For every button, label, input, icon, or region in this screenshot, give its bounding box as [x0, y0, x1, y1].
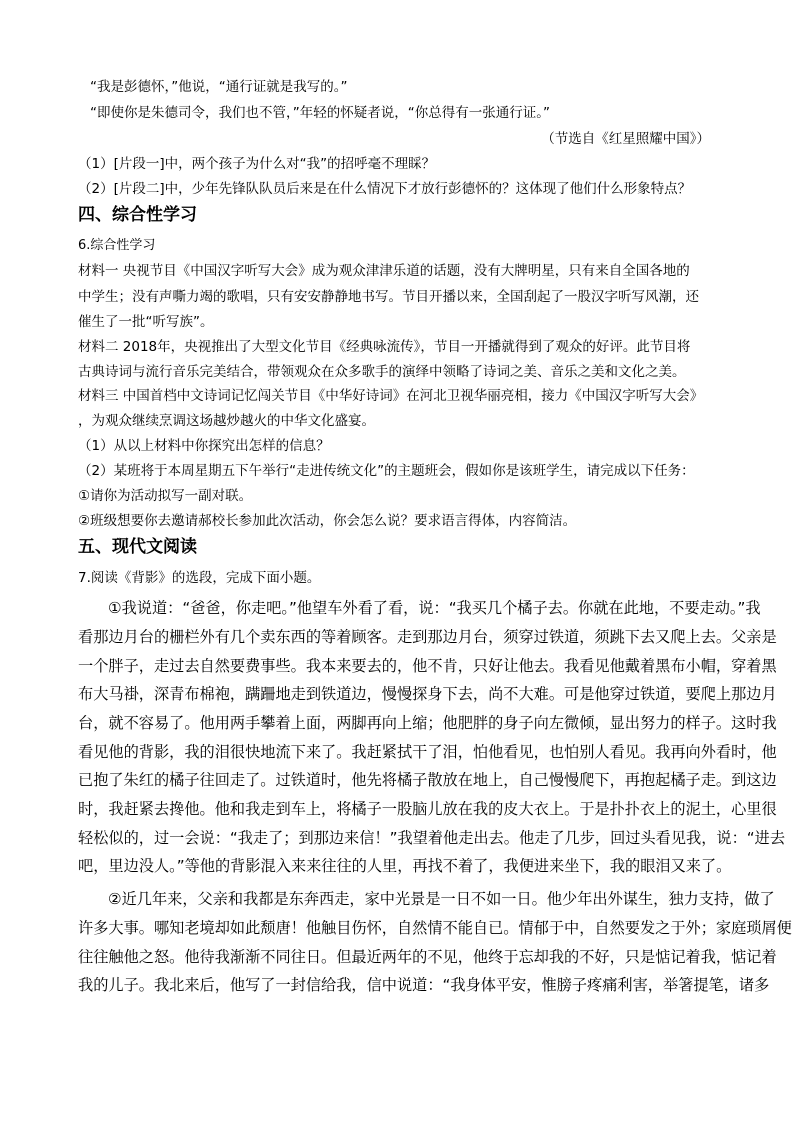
question-1: （1）[片段一]中，两个孩子为什么对“我”的招呼毫不理睬？	[78, 156, 436, 172]
question-2: （2）[片段二]中，少年先锋队队员后来是在什么情况下才放行彭德怀的？这体现了他们什么形象特点？	[78, 181, 692, 197]
material-3-line-2: ，为观众继续烹调这场越炒越火的中华文化盛宴。	[78, 413, 375, 429]
material-2-line-1: 材料二 2018年，央视推出了大型文化节目《经典咏流传》，节目一开播就得到了观众的好评。此节目将	[78, 339, 691, 355]
para1-line-10: 吧，里边没人。”等他的背影混入来来往往的人里，再找不着了，我便进来坐下，我的眼泪又来了。	[78, 857, 732, 875]
para1-line-8: 时，我赶紧去搀他。他和我走到车上，将橘子一股脑儿放在我的皮大衣上。于是扑扑衣上的泥土，心里很	[78, 800, 777, 818]
section4-question-2: （2）某班将于本周星期五下午举行“走进传统文化”的主题班会，假如你是该班学生，请完成以下任务：	[78, 463, 695, 479]
dialogue-line-1: “我是彭德怀，”他说，“通行证就是我写的。”	[90, 79, 348, 95]
para1-line-9: 轻松似的，过一会说：“我走了；到那边来信！”我望着他走出去。他走了几步，回过头看见我，说：“进去	[78, 829, 786, 847]
para1-line-7: 已抱了朱红的橘子往回走了。过铁道时，他先将橘子散放在地上，自己慢慢爬下，再抱起橘子走。到这边	[78, 771, 777, 789]
task-invitation: ②班级想要你去邀请郝校长参加此次活动，你会怎么说？要求语言得体，内容简洁。	[78, 513, 577, 529]
source-citation: （节选自《红星照耀中国》）	[541, 131, 710, 147]
para1-line-5: 台，就不容易了。他用两手攀着上面，两脚再向上缩；他肥胖的身子向左微倾，显出努力的样子。这时我	[78, 714, 777, 732]
section-heading-5: 五、现代文阅读	[78, 537, 197, 557]
para1-line-6: 看见他的背影，我的泪很快地流下来了。我赶紧拭干了泪，怕他看见，也怕别人看见。我再向外看时，他	[78, 743, 777, 761]
para2-line-2: 许多大事。哪知老境却如此颓唐！他触目伤怀，自然情不能自已。情郁于中，自然要发之于外；家庭琐屑便	[78, 919, 792, 937]
material-1-line-2: 中学生；没有声嘶力竭的歌唱，只有安安静静地书写。节目开播以来，全国刮起了一股汉字听写风潮，还	[78, 289, 699, 305]
item-label-7: 7.阅读《背影》的选段，完成下面小题。	[78, 570, 321, 586]
material-3-line-1: 材料三 中国首档中文诗词记忆闯关节目《中华好诗词》在河北卫视华丽亮相，接力《中国汉字听写大会》	[78, 388, 704, 404]
task-couplet: ①请你为活动拟写一副对联。	[78, 488, 253, 504]
para1-line-3: 一个胖子，走过去自然要费事些。我本来要去的，他不肯，只好让他去。我看见他戴着黑布小帽，穿着黑	[78, 657, 777, 675]
material-1-line-1: 材料一 央视节目《中国汉字听写大会》成为观众津津乐道的话题，没有大牌明星，只有来自全国各地的	[78, 263, 690, 279]
para2-line-1: ②近几年来，父亲和我都是东奔西走，家中光景是一日不如一日。他少年出外谋生，独力支持，做了	[108, 890, 775, 908]
para1-line-2: 看那边月台的栅栏外有几个卖东西的等着顾客。走到那边月台，须穿过铁道，须跳下去又爬上去。父亲是	[78, 628, 777, 646]
section4-question-1: （1）从以上材料中你探究出怎样的信息？	[78, 438, 330, 454]
section-heading-4: 四、综合性学习	[78, 205, 197, 225]
dialogue-line-2: “即使你是朱德司令，我们也不管，”年轻的怀疑者说，“你总得有一张通行证。”	[90, 105, 550, 121]
material-1-line-3: 催生了一批“听写族”。	[78, 314, 214, 330]
material-2-line-2: 古典诗词与流行音乐完美结合，带领观众在众多歌手的演绎中领略了诗词之美、音乐之美和文化之美。	[78, 364, 686, 380]
para1-line-1: ①我说道：“爸爸，你走吧。”他望车外看了看，说：“我买几个橘子去。你就在此地，不要走动。”我	[108, 599, 761, 617]
para2-line-3: 往往触他之怒。他待我渐渐不同往日。但最近两年的不见，他终于忘却我的不好，只是惦记着我，惦记着	[78, 948, 777, 966]
para2-line-4: 我的儿子。我北来后，他写了一封信给我，信中说道：“我身体平安，惟膀子疼痛利害，举箸提笔，诸多	[78, 976, 770, 994]
item-label-6: 6.综合性学习	[78, 238, 156, 253]
para1-line-4: 布大马褂，深青布棉袍，蹒跚地走到铁道边，慢慢探身下去，尚不大难。可是他穿过铁道，要爬上那边月	[78, 685, 777, 703]
